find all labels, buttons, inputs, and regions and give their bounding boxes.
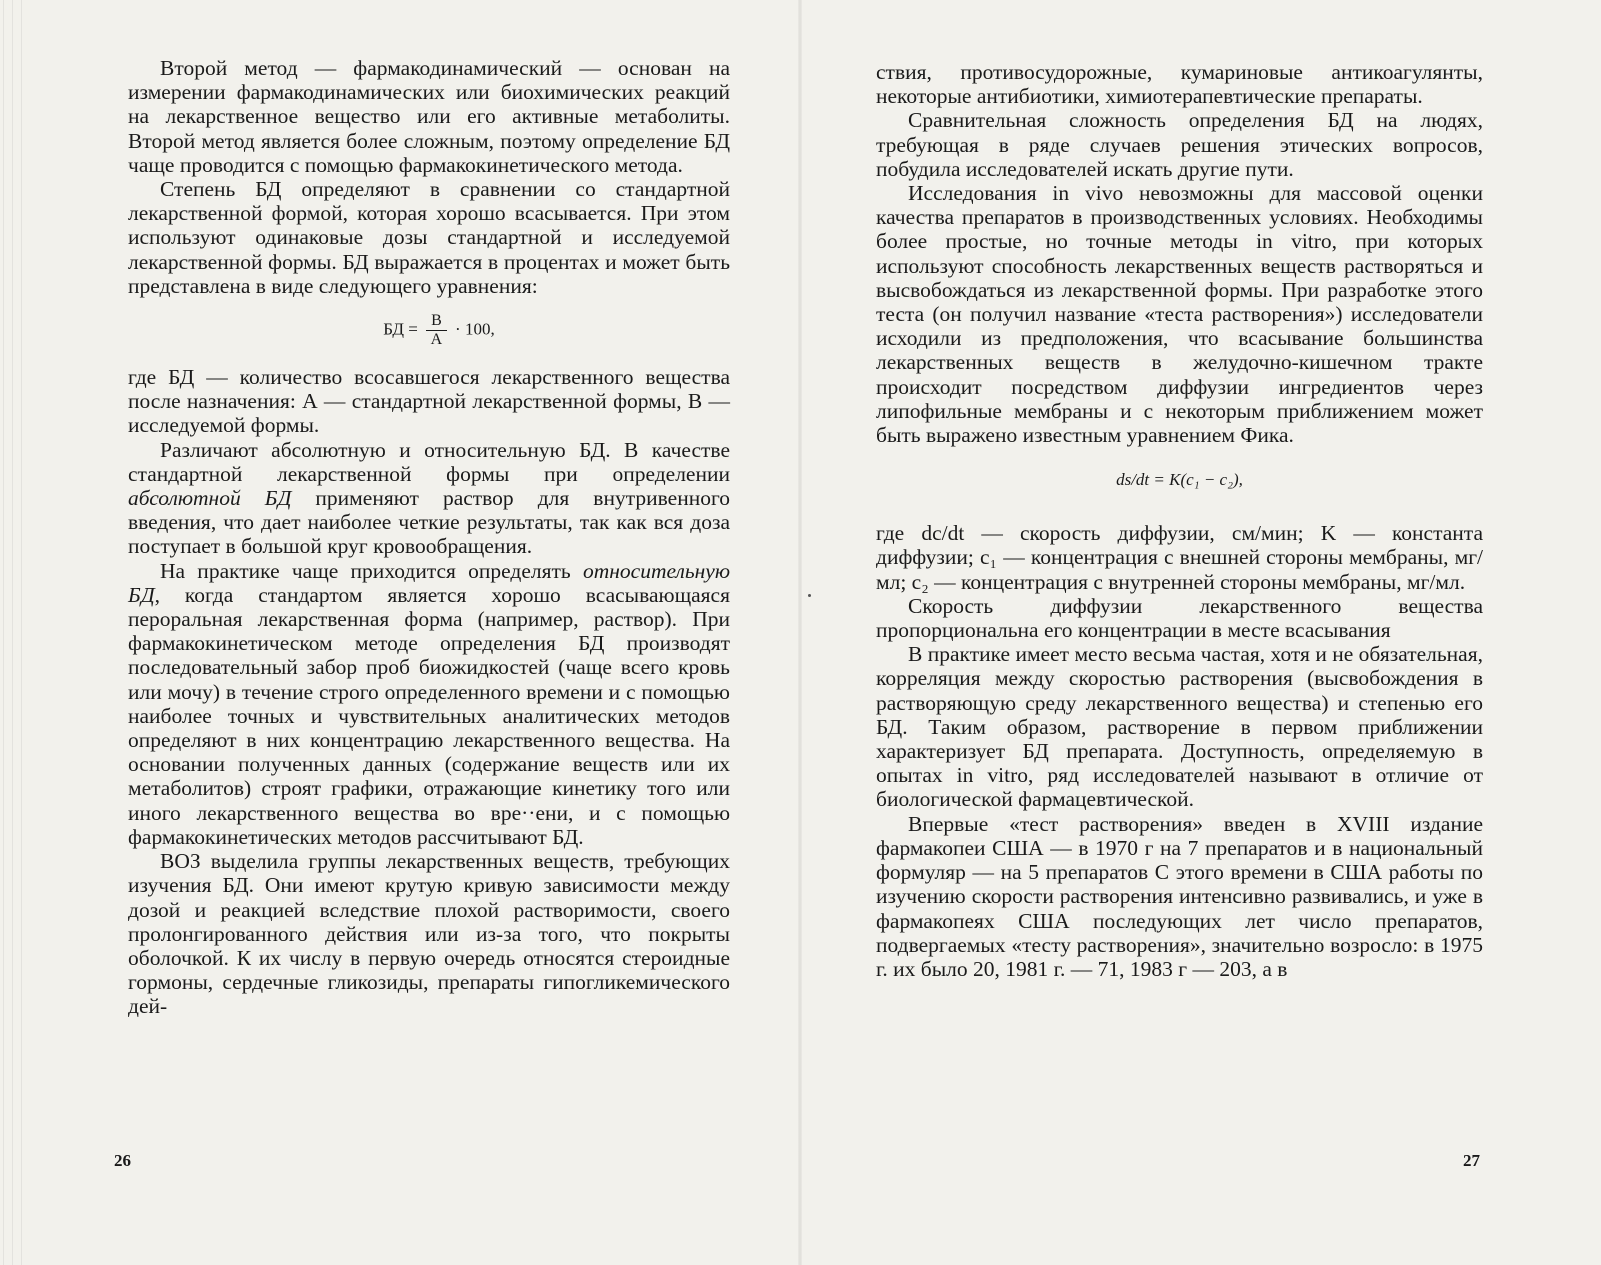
formula-numerator: В xyxy=(426,312,447,331)
right-paragraph-6: В практике имеет место весьма частая, хотя и не обязательная, корреляция между скоростью растворения (высвобождения в растворяющую среду лекарственного вещества) и степенью его БД. Таким образом, растворение в первом приближении характеризует БД препарата. Доступность, определяемую в опытах in vitro, ряд исследователей называют в отличие от биологической фармацевтической. xyxy=(876,642,1483,812)
formula-explanation: где БД — количество всосавшегося лекарственного вещества после назначения: А — стандартной лекарственной формы, В — исследуемой формы. xyxy=(128,365,730,438)
left-paragraph-5: ВОЗ выделила группы лекарственных веществ, требующих изучения БД. Они имеют крутую кривую зависимости между дозой и реакцией вследствие плохой растворимости, своего пролонгированного действия или из-за того, что покрыты оболочкой. К их числу в первую очередь относятся стероидные гормоны, сердечные гликозиды, препараты гипогликемического дей- xyxy=(128,849,730,1019)
fick-explanation: где dc/dt — скорость диффузии, см/мин; K — константа диффузии; c₁ — концентрация с внешней стороны мембраны, мг/мл; c₂ — концентрация с внутренней стороны мембраны, мг/мл. xyxy=(876,521,1483,594)
left-text-column xyxy=(128,56,730,1019)
left-paragraph-1: Второй метод — фармакодинамический — основан на измерении фармакодинамических или биохимических реакций на лекарственное вещество или его активные метаболиты. Второй метод является более сложным, поэтому определение БД чаще проводится с помощью фармакокинетического метода. xyxy=(128,56,730,177)
left-page xyxy=(0,0,800,1265)
p3-text-b: применяют раствор для внутривенного введения, что дает наиболее четкие результаты, так как вся доза поступает в большой круг кровообращения. xyxy=(128,486,730,559)
right-paragraph-5: Скорость диффузии лекарственного вещества пропорциональна его концентрации в месте всасывания xyxy=(876,593,1483,643)
left-paragraph-4 xyxy=(128,559,730,849)
left-paragraph-2: Степень БД определяют в сравнении со стандартной лекарственной формой, которая хорошо всасывается. При этом используют одинаковые дозы стандартной и исследуемой лекарственной формы. БД выражается в процентах и может быть представлена в виде следующего уравнения: xyxy=(128,177,730,298)
p4-emphasis: относительную БД xyxy=(128,558,730,607)
left-paragraph-3 xyxy=(128,438,730,559)
bioavailability-formula xyxy=(128,312,730,349)
right-paragraph-3: Исследования in vivo невозможны для массовой оценки качества препаратов в производственных условиях. Необходимы более простые, но точные методы in vitro, при которых используют способность лекарственных веществ растворяться и высвобождаться из лекарственной формы. При разработке этого теста (он получил название «теста растворения») исследователи исходили из предположения, что всасывание большинства лекарственных веществ в желудочно-кишечном тракте происходит посредством диффузии ингредиентов через липофильные мембраны и с некоторым приближением может быть выражено известным уравнением Фика. xyxy=(876,181,1483,448)
right-text-column xyxy=(876,60,1483,981)
formula-lhs: БД = xyxy=(383,319,418,339)
page-number-left: 26 xyxy=(114,1151,131,1170)
page-number-right: 27 xyxy=(1463,1151,1480,1170)
right-paragraph-continuation: ствия, противосудорожные, кумариновые антикоагулянты, некоторые антибиотики, химиотерапевтические препараты. xyxy=(876,60,1483,109)
formula-denominator: А xyxy=(430,331,443,349)
right-paragraph-2: Сравнительная сложность определения БД на людях, требующая в ряде случаев решения этических вопросов, побудила исследователей искать другие пути. xyxy=(876,108,1483,181)
p3-text-a: Различают абсолютную и относительную БД. В качестве стандартной лекарственной формы при определении xyxy=(128,437,730,486)
right-paragraph-7: Впервые «тест растворения» введен в XVIII издание фармакопеи США — в 1970 г на 7 препаратов и в национальный формуляр — на 5 препаратов С этого времени в США работы по изучению скорости растворения интенсивно развивались, и уже в фармакопеях США последующих лет число препаратов, подвергаемых «тесту растворения», значительно возросло: в 1975 г. их было 20, 1981 г. — 71, 1983 г — 203, а в xyxy=(876,811,1483,981)
scan-speck xyxy=(808,594,811,597)
fick-equation: ds/dt = K(c₁ − c₂), xyxy=(1116,470,1243,490)
p3-emphasis: абсолютной БД xyxy=(128,486,292,511)
formula-rhs: · 100, xyxy=(455,319,495,339)
right-page xyxy=(800,0,1601,1265)
p4-text-b: , когда стандартом является хорошо всасывающаяся пероральная лекарственная форма (например, раствор). При фармакокинетическом методе определения БД производят последовательный забор проб биожидкостей (чаще всего кровь или мочу) в течение строго определенного времени и с помощью наиболее точных и чувствительных аналитических методов определяют в них концентрацию лекарственного вещества. На основании полученных данных (содержание веществ или их метаболитов) строят графики, отражающие кинетику того или иного лекарственного вещества во вре··ени, и с помощью фармакокинетических методов рассчитывают БД. xyxy=(128,582,730,849)
formula-fraction xyxy=(426,312,447,349)
p4-text-a: На практике чаще приходится определять xyxy=(160,558,583,583)
